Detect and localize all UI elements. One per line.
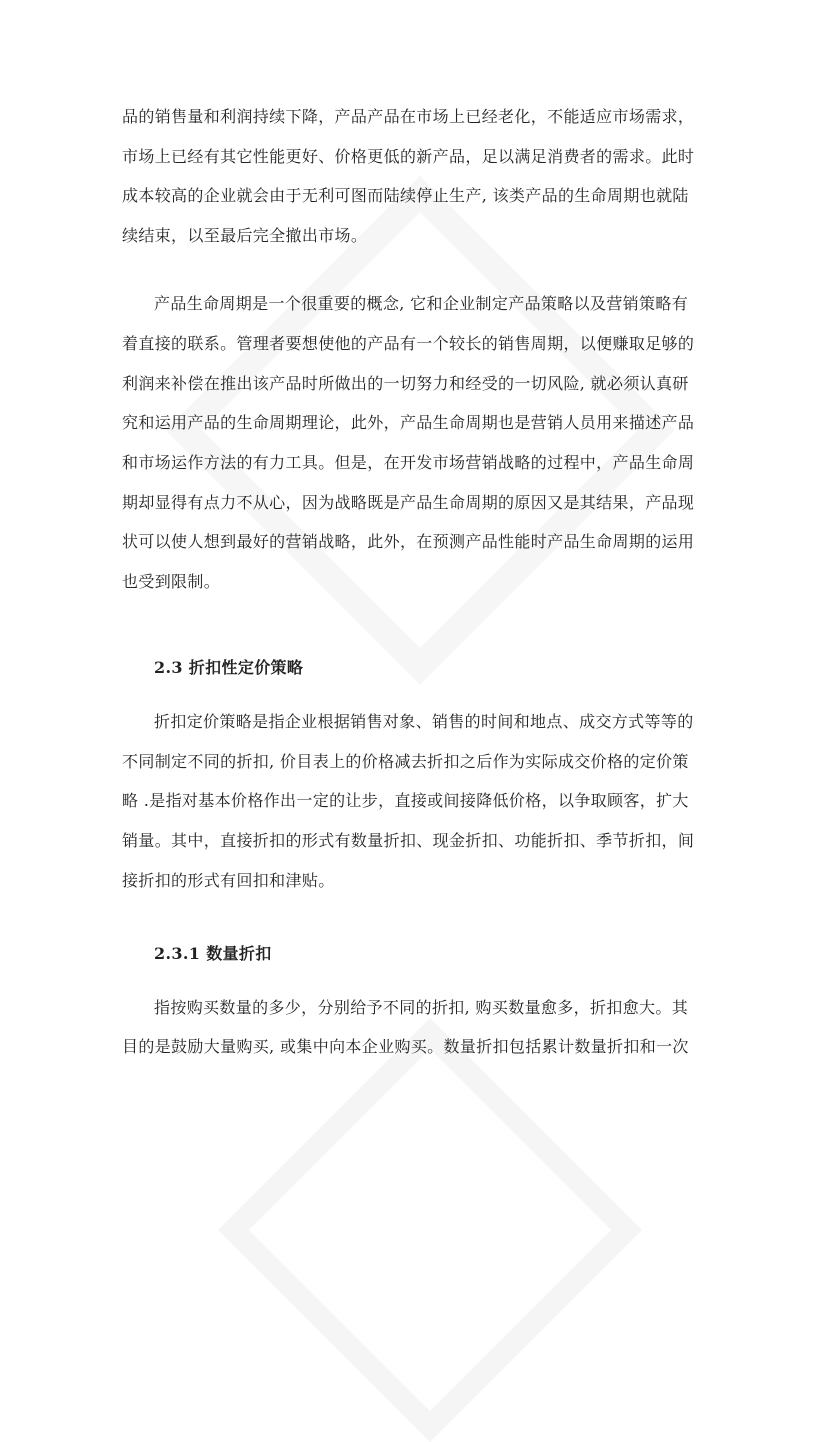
paragraph-line: 不同制定不同的折扣, 价目表上的价格减去折扣之后作为实际成交价格的定价策 xyxy=(122,752,689,771)
section-heading: 2.3 折扣性定价策略 xyxy=(154,658,304,677)
paragraph-line: 利润来补偿在推出该产品时所做出的一切努力和经受的一切风险, 就必须认真研 xyxy=(122,374,689,393)
paragraph-line: 究和运用产品的生命周期理论，此外，产品生命周期也是营销人员用来描述产品 xyxy=(122,413,695,432)
paragraph-line: 指按购买数量的多少，分别给予不同的折扣, 购买数量愈多，折扣愈大。其 xyxy=(154,998,689,1017)
paragraph-line: 状可以使人想到最好的营销战略，此外，在预测产品性能时产品生命周期的运用 xyxy=(122,532,695,551)
paragraph-line: 折扣定价策略是指企业根据销售对象、销售的时间和地点、成交方式等等的 xyxy=(154,712,694,731)
paragraph-line: 品的销售量和利润持续下降，产品产品在市场上已经老化，不能适应市场需求， xyxy=(122,107,695,126)
paragraph-line: 略 .是指对基本价格作出一定的让步，直接或间接降低价格，以争取顾客，扩大 xyxy=(122,791,689,810)
paragraph-line: 成本较高的企业就会由于无利可图而陆续停止生产, 该类产品的生命周期也就陆 xyxy=(122,186,689,205)
paragraph-line: 目的是鼓励大量购买, 或集中向本企业购买。数量折扣包括累计数量折扣和一次 xyxy=(122,1037,689,1056)
paragraph-line: 和市场运作方法的有力工具。但是，在开发市场营销战略的过程中，产品生命周 xyxy=(122,453,695,472)
paragraph-line: 销量。其中，直接折扣的形式有数量折扣、现金折扣、功能折扣、季节折扣，间 xyxy=(122,831,695,850)
paragraph-line: 也受到限制。 xyxy=(122,572,221,591)
paragraph-line: 市场上已经有其它性能更好、价格更低的新产品，足以满足消费者的需求。此时 xyxy=(122,147,695,166)
paragraph-line: 期却显得有点力不从心，因为战略既是产品生命周期的原因又是其结果，产品现 xyxy=(122,493,695,512)
paragraph-line: 接折扣的形式有回扣和津贴。 xyxy=(122,871,335,890)
paragraph-line: 续结束，以至最后完全撤出市场。 xyxy=(122,226,368,245)
subsection-heading: 2.3.1 数量折扣 xyxy=(154,944,272,963)
watermark-stamp-icon xyxy=(218,1018,642,1442)
paragraph-line: 着直接的联系。管理者要想使他的产品有一个较长的销售周期，以便赚取足够的 xyxy=(122,334,695,353)
paragraph-line: 产品生命周期是一个很重要的概念, 它和企业制定产品策略以及营销策略有 xyxy=(154,294,689,313)
